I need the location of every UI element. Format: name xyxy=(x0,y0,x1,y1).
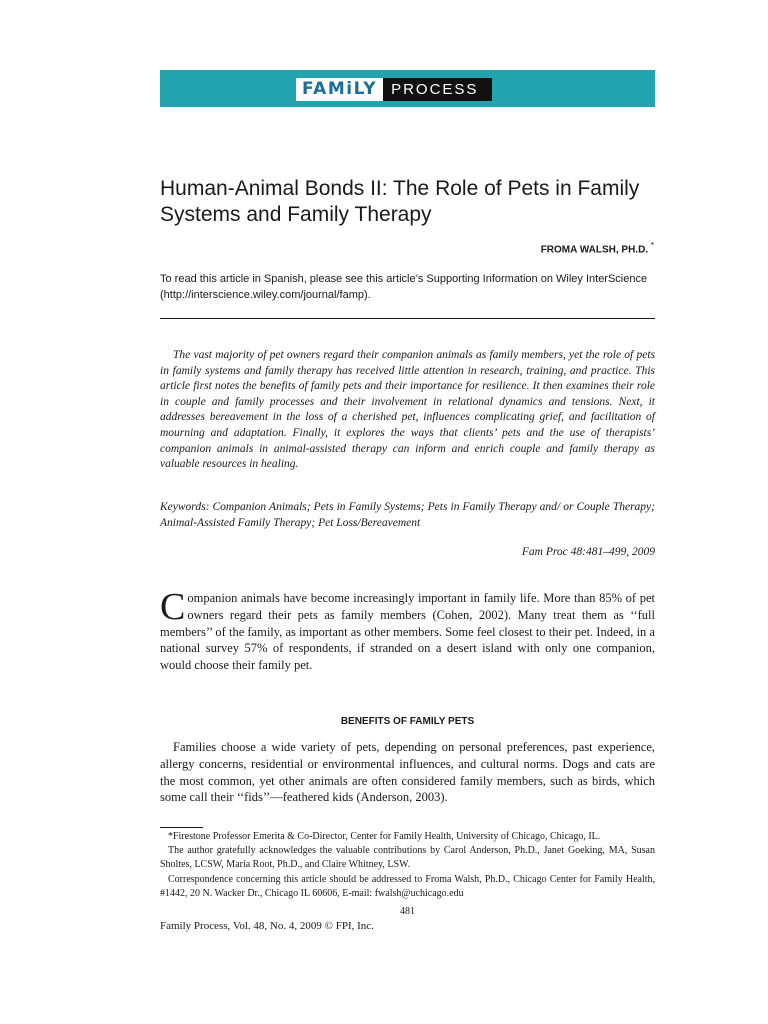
section-heading: BENEFITS OF FAMILY PETS xyxy=(340,716,475,727)
citation: Fam Proc 48:481–499, 2009 xyxy=(521,546,655,558)
footnote-acknowledgements: The author gratefully acknowledges the valuable contributions by Carol Anderson, Ph.D., Janet Goeking, MA, Susan Sholtes, LCSW, Maria Root, Ph.D., and Claire Whitney, LSW. xyxy=(160,845,655,871)
abstract: The vast majority of pet owners regard their companion animals as family members, yet the role of pets in family systems and family therapy has received little attention in research, training, and practice. This article first notes the benefits of family pets and their importance for resilience. It then examines their role in couple and family processes and their involvement in relational dynamics and tensions. Next, it addresses bereavement in the loss of a cherished pet, influences complicating grief, and facilitation of mourning and adaptation. Finally, it explores the ways that clients’ pets and the use of therapists’ companion animals in animal-assisted therapy can inform and enrich couple and family therapy as valuable resources in healing. xyxy=(160,349,655,471)
footnote-divider xyxy=(160,827,203,828)
author-footnote-marker: * xyxy=(650,241,654,250)
author-line xyxy=(541,241,654,255)
journal-banner xyxy=(160,70,655,107)
article-title: Human-Animal Bonds II: The Role of Pets in Family Systems and Family Therapy xyxy=(160,177,640,226)
footnote-correspondence: Correspondence concerning this article should be addressed to Froma Walsh, Ph.D., Chicago Center for Family Health, #1442, 20 N. Wacker Dr., Chicago IL 60606, E-mail: fwalsh@uchicago.edu xyxy=(160,873,655,899)
logo-family-text: FAMiLY xyxy=(296,78,383,101)
intro-text: ompanion animals have become increasingly important in family life. More than 85% of pet owners regard their pets as family members (Cohen, 2002). Many treat them as ‘‘full members’’ of the family, as important as other members. Some feel closest to their pet. Indeed, in a national survey 57% of respondents, if stranded on a desert island with only one companion, would choose their family pet. xyxy=(160,591,655,673)
header-divider xyxy=(160,318,655,319)
author-name: FROMA WALSH, PH.D. xyxy=(540,244,649,256)
logo-process-text: PROCESS xyxy=(383,78,492,101)
journal-logo xyxy=(296,78,492,101)
drop-cap: C xyxy=(160,586,186,628)
journal-footer: Family Process, Vol. 48, No. 4, 2009 © FPI, Inc. xyxy=(160,920,374,932)
footnotes xyxy=(160,830,655,901)
page-number: 481 xyxy=(400,906,415,917)
intro-paragraph xyxy=(160,586,655,674)
section-paragraph: Families choose a wide variety of pets, depending on personal preferences, past experience, allergy concerns, residential or environmental influences, and cultural norms. Dogs and cats are the most common, yet other animals are often considered family members, such as birds, which some call their ‘‘fids’’—feathered kids (Anderson, 2003). xyxy=(160,740,655,805)
keywords: Keywords: Companion Animals; Pets in Family Systems; Pets in Family Therapy and/ or Couple Therapy; Animal-Assisted Family Therapy; Pet Loss/Bereavement xyxy=(160,501,655,529)
footnote-affiliation: *Firestone Professor Emerita & Co-Director, Center for Family Health, University of Chicago, Chicago, IL. xyxy=(168,831,601,842)
spanish-translation-note: To read this article in Spanish, please see this article’s Supporting Information on Wiley InterScience (http://interscience.wiley.com/journal/famp). xyxy=(160,273,648,301)
